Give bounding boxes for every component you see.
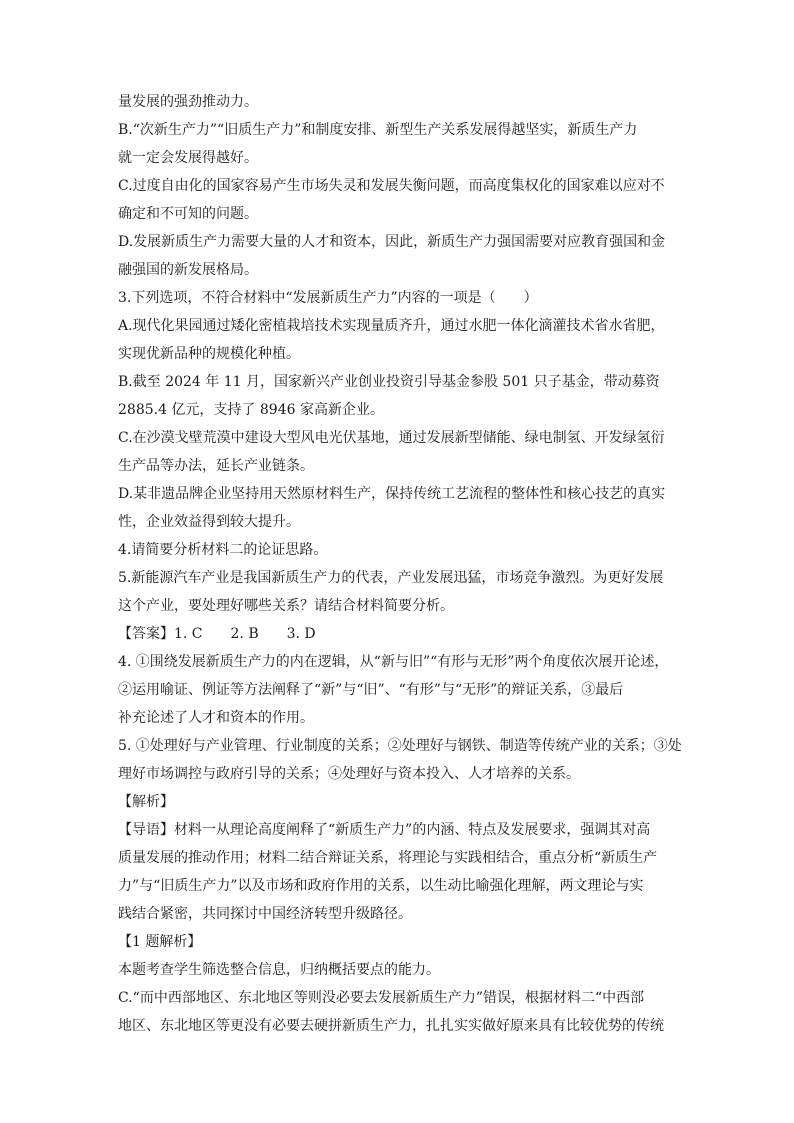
question-5-line-1: 5.新能源汽车产业是我国新质生产力的代表，产业发展迅猛，市场竞争激烈。为更好发展	[118, 570, 664, 586]
option-d-line-1: D.发展新质生产力需要大量的人才和资本，因此，新质生产力强国需要对应教育强国和金	[118, 234, 666, 250]
answer-4-line-1: 4. ①围绕发展新质生产力的内在逻辑，从“新与旧”“有形与无形”两个角度依次展开论述，	[118, 654, 669, 670]
q3-option-c-line-2: 生产品等办法，延长产业链条。	[118, 458, 314, 474]
q1-analysis-line-2: C.“而中西部地区、东北地区等则没必要去发展新质生产力”错误，根据材料二“中西部	[118, 990, 645, 1006]
answer-4-line-3: 补充论述了人才和资本的作用。	[118, 710, 314, 726]
q1-analysis-line-1: 本题考查学生筛选整合信息，归纳概括要点的能力。	[118, 962, 440, 978]
answer-4-line-2: ②运用喻证、例证等方法阐释了“新”与“旧”、“有形”与“无形”的辩证关系，③最后	[118, 682, 624, 698]
intro-line-2: 质量发展的推动作用；材料二结合辩证关系，将理论与实践相结合，重点分析“新质生产	[118, 850, 658, 866]
answer-5-line-2: 理好市场调控与政府引导的关系；④处理好与资本投入、人才培养的关系。	[118, 766, 580, 782]
q3-option-d-line-1: D.某非遗品牌企业坚持用天然原材料生产，保持传统工艺流程的整体性和核心技艺的真实	[118, 486, 666, 502]
q3-option-b-line-1: B.截至 2024 年 11 月，国家新兴产业创业投资引导基金参股 501 只子基金，带动募资	[118, 374, 660, 390]
q3-option-a-line-1: A.现代化果园通过矮化密植栽培技术实现量质齐升，通过水肥一体化滴灌技术省水省肥，	[118, 318, 665, 334]
question-4: 4.请简要分析材料二的论证思路。	[118, 542, 328, 558]
option-c-line-2: 确定和不可知的问题。	[118, 206, 258, 222]
document-page	[118, 88, 680, 1040]
option-b-line-1: B.“次新生产力”“旧质生产力”和制度安排、新型生产关系发展得越坚实，新质生产力	[118, 122, 638, 138]
intro-line-4: 践结合紧密，共同探讨中国经济转型升级路径。	[118, 906, 412, 922]
question-3: 3.下列选项，不符合材料中“发展新质生产力”内容的一项是（ ）	[118, 290, 538, 306]
q3-option-c-line-1: C.在沙漠戈壁荒漠中建设大型风电光伏基地，通过发展新型储能、绿电制氢、开发绿氢衍	[118, 430, 665, 446]
q1-analysis-heading: 【1 题解析】	[118, 934, 202, 950]
option-d-line-2: 融强国的新发展格局。	[118, 262, 258, 278]
option-c-line-1: C.过度自由化的国家容易产生市场失灵和发展失衡问题，而高度集权化的国家难以应对不	[118, 178, 665, 194]
q3-option-d-line-2: 性，企业效益得到较大提升。	[118, 514, 300, 530]
answer-heading: 【答案】1. C 2. B 3. D	[118, 626, 316, 642]
text-line: 量发展的强劲推动力。	[118, 94, 258, 110]
q3-option-b-line-2: 2885.4 亿元，支持了 8946 家高新企业。	[118, 402, 384, 418]
analysis-heading: 【解析】	[118, 794, 174, 810]
option-b-line-2: 就一定会发展得越好。	[118, 150, 258, 166]
answer-5-line-1: 5. ①处理好与产业管理、行业制度的关系；②处理好与钢铁、制造等传统产业的关系；③处	[118, 738, 682, 754]
question-5-line-2: 这个产业，要处理好哪些关系？请结合材料简要分析。	[118, 598, 454, 614]
q1-analysis-line-3: 地区、东北地区等更没有必要去硬拼新质生产力，扎扎实实做好原来具有比较优势的传统	[118, 1018, 664, 1034]
intro-line-1: 【导语】材料一从理论高度阐释了“新质生产力”的内涵、特点及发展要求，强调其对高	[118, 822, 651, 838]
q3-option-a-line-2: 实现优新品种的规模化种植。	[118, 346, 300, 362]
intro-line-3: 力”与“旧质生产力”以及市场和政府作用的关系，以生动比喻强化理解，两文理论与实	[118, 878, 644, 894]
